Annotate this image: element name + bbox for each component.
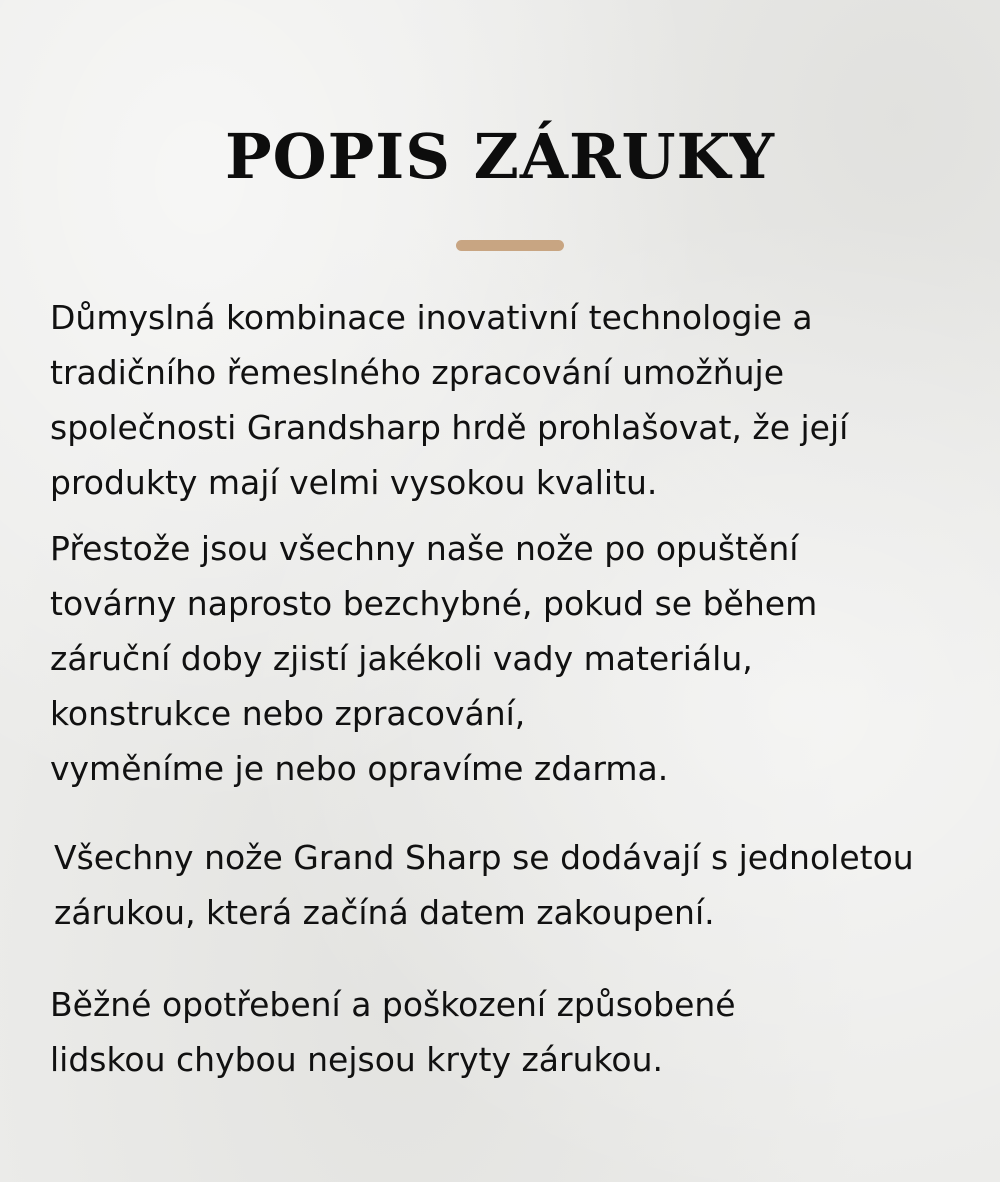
paragraph-defects	[50, 521, 980, 796]
title-divider	[456, 240, 564, 251]
paragraph-line: lidskou chybou nejsou kryty zárukou.	[50, 1040, 664, 1079]
paragraph-quality	[50, 290, 980, 510]
paragraph-line: továrny naprosto bezchybné, pokud se během	[50, 584, 818, 623]
paragraph-line: Všechny nože Grand Sharp se dodávají s jednoletou	[54, 838, 914, 877]
paragraph-line: konstrukce nebo zpracování,	[50, 694, 526, 733]
paragraph-exclusions	[50, 977, 980, 1087]
paragraph-line: produkty mají velmi vysokou kvalitu.	[50, 463, 658, 502]
paragraph-line: vyměníme je nebo opravíme zdarma.	[50, 749, 669, 788]
paragraph-line: společnosti Grandsharp hrdě prohlašovat, že její	[50, 408, 849, 447]
paragraph-line: záruční doby zjistí jakékoli vady materiálu,	[50, 639, 753, 678]
paragraph-line: Přestože jsou všechny naše nože po opuštění	[50, 529, 799, 568]
page-title: POPIS ZÁRUKY	[224, 120, 776, 193]
paragraph-warranty-period	[54, 830, 984, 940]
paragraph-line: Důmyslná kombinace inovativní technologie a	[50, 298, 813, 337]
paragraph-line: tradičního řemeslného zpracování umožňuje	[50, 353, 785, 392]
paragraph-line: Běžné opotřebení a poškození způsobené	[50, 985, 736, 1024]
paragraph-line: zárukou, která začíná datem zakoupení.	[54, 893, 715, 932]
